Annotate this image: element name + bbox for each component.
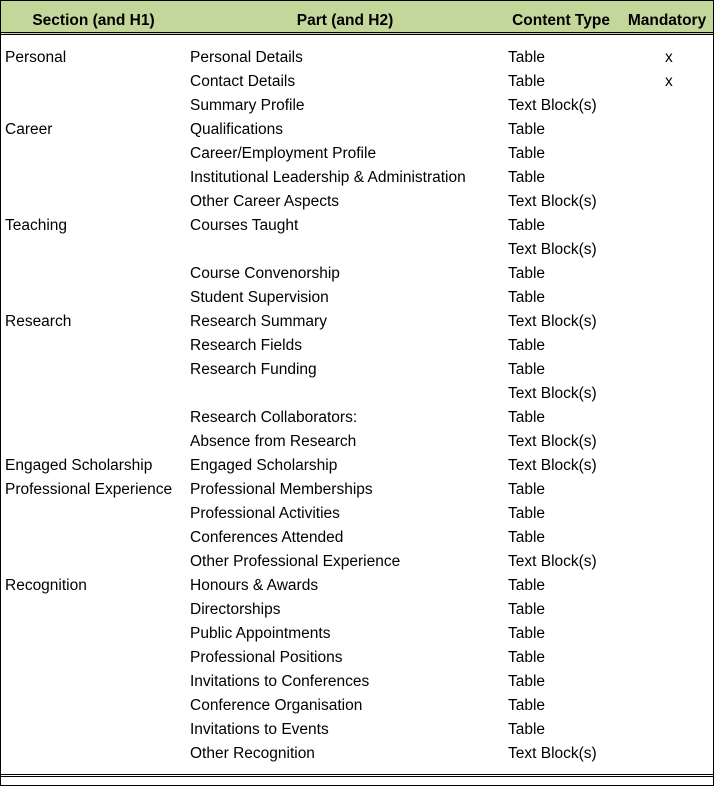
part-cell[interactable]: Courses Taught	[190, 217, 299, 234]
part-cell[interactable]: Qualifications	[190, 121, 284, 138]
part-cell[interactable]: Public Appointments	[190, 625, 331, 642]
table-row	[1, 334, 713, 358]
content-type-cell[interactable]: Table	[508, 577, 546, 594]
table-row	[1, 646, 713, 670]
header-part[interactable]: Part (and H2)	[296, 12, 394, 29]
content-type-cell[interactable]: Text Block(s)	[508, 433, 597, 450]
header-mandatory[interactable]: Mandatory	[627, 12, 707, 29]
part-cell[interactable]: Personal Details	[190, 49, 303, 66]
table-row	[1, 430, 713, 454]
content-type-cell[interactable]: Table	[508, 649, 546, 666]
table-row	[1, 406, 713, 430]
content-type-cell[interactable]: Text Block(s)	[508, 193, 597, 210]
part-cell[interactable]: Directorships	[190, 601, 281, 618]
table-row	[1, 550, 713, 574]
content-type-cell[interactable]: Text Block(s)	[508, 457, 597, 474]
part-cell[interactable]: Other Career Aspects	[190, 193, 340, 210]
part-cell[interactable]: Conferences Attended	[190, 529, 344, 546]
content-type-cell[interactable]: Table	[508, 361, 546, 378]
header-row	[1, 1, 713, 35]
table-row	[1, 142, 713, 166]
table-row	[1, 622, 713, 646]
table-row	[1, 478, 713, 502]
content-type-cell[interactable]: Table	[508, 169, 546, 186]
content-type-cell[interactable]: Table	[508, 73, 546, 90]
part-cell[interactable]: Other Professional Experience	[190, 553, 401, 570]
content-type-cell[interactable]: Table	[508, 601, 546, 618]
table-row	[1, 46, 713, 70]
content-type-cell[interactable]: Text Block(s)	[508, 745, 597, 762]
table-row	[1, 94, 713, 118]
section-cell[interactable]: Personal	[5, 49, 67, 66]
part-cell[interactable]: Professional Activities	[190, 505, 340, 522]
content-type-cell[interactable]: Table	[508, 409, 546, 426]
part-cell[interactable]: Other Recognition	[190, 745, 315, 762]
part-cell[interactable]: Research Summary	[190, 313, 327, 330]
header-content-type[interactable]: Content Type	[512, 12, 610, 29]
part-cell[interactable]: Research Fields	[190, 337, 302, 354]
header-section[interactable]: Section (and H1)	[32, 12, 155, 29]
content-type-cell[interactable]: Table	[508, 337, 546, 354]
content-type-cell[interactable]: Table	[508, 217, 546, 234]
table-row	[1, 382, 713, 406]
mandatory-cell[interactable]: x	[665, 73, 673, 90]
table-row	[1, 502, 713, 526]
table-row	[1, 190, 713, 214]
content-type-cell[interactable]: Table	[508, 697, 546, 714]
part-cell[interactable]: Career/Employment Profile	[190, 145, 377, 162]
table-row	[1, 598, 713, 622]
table-row	[1, 70, 713, 94]
content-type-cell[interactable]: Table	[508, 721, 546, 738]
section-cell[interactable]: Recognition	[5, 577, 87, 594]
content-type-cell[interactable]: Text Block(s)	[508, 241, 597, 258]
table-row	[1, 718, 713, 742]
part-cell[interactable]: Institutional Leadership & Administration	[190, 169, 466, 186]
content-type-cell[interactable]: Table	[508, 625, 546, 642]
part-cell[interactable]: Honours & Awards	[190, 577, 319, 594]
table-row	[1, 574, 713, 598]
bottom-double-border	[1, 774, 713, 777]
content-type-cell[interactable]: Table	[508, 145, 546, 162]
section-cell[interactable]: Research	[5, 313, 72, 330]
table-row	[1, 454, 713, 478]
table-row	[1, 742, 713, 766]
table-row	[1, 166, 713, 190]
content-type-cell[interactable]: Table	[508, 529, 546, 546]
table-row	[1, 262, 713, 286]
content-type-cell[interactable]: Table	[508, 673, 546, 690]
content-type-cell[interactable]: Text Block(s)	[508, 553, 597, 570]
table-row	[1, 238, 713, 262]
table-row	[1, 358, 713, 382]
content-type-cell[interactable]: Text Block(s)	[508, 97, 597, 114]
mandatory-cell[interactable]: x	[665, 49, 673, 66]
part-cell[interactable]: Invitations to Events	[190, 721, 329, 738]
table-row	[1, 526, 713, 550]
part-cell[interactable]: Course Convenorship	[190, 265, 340, 282]
table-row	[1, 694, 713, 718]
content-type-cell[interactable]: Table	[508, 505, 546, 522]
table-row	[1, 286, 713, 310]
section-cell[interactable]: Professional Experience	[5, 481, 173, 498]
section-cell[interactable]: Teaching	[5, 217, 68, 234]
part-cell[interactable]: Engaged Scholarship	[190, 457, 338, 474]
part-cell[interactable]: Absence from Research	[190, 433, 357, 450]
content-type-cell[interactable]: Text Block(s)	[508, 313, 597, 330]
content-type-cell[interactable]: Table	[508, 121, 546, 138]
part-cell[interactable]: Invitations to Conferences	[190, 673, 370, 690]
content-type-cell[interactable]: Table	[508, 49, 546, 66]
table-row	[1, 670, 713, 694]
part-cell[interactable]: Professional Positions	[190, 649, 343, 666]
table-row	[1, 310, 713, 334]
part-cell[interactable]: Research Funding	[190, 361, 317, 378]
content-type-cell[interactable]: Table	[508, 481, 546, 498]
part-cell[interactable]: Summary Profile	[190, 97, 305, 114]
table-row	[1, 214, 713, 238]
part-cell[interactable]: Student Supervision	[190, 289, 329, 306]
part-cell[interactable]: Contact Details	[190, 73, 296, 90]
table-body	[1, 46, 713, 766]
section-cell[interactable]: Engaged Scholarship	[5, 457, 153, 474]
content-type-cell[interactable]: Table	[508, 289, 546, 306]
part-cell[interactable]: Research Collaborators:	[190, 409, 358, 426]
content-type-cell[interactable]: Text Block(s)	[508, 385, 597, 402]
section-cell[interactable]: Career	[5, 121, 53, 138]
part-cell[interactable]: Conference Organisation	[190, 697, 363, 714]
content-type-cell[interactable]: Table	[508, 265, 546, 282]
table-row	[1, 118, 713, 142]
part-cell[interactable]: Professional Memberships	[190, 481, 373, 498]
